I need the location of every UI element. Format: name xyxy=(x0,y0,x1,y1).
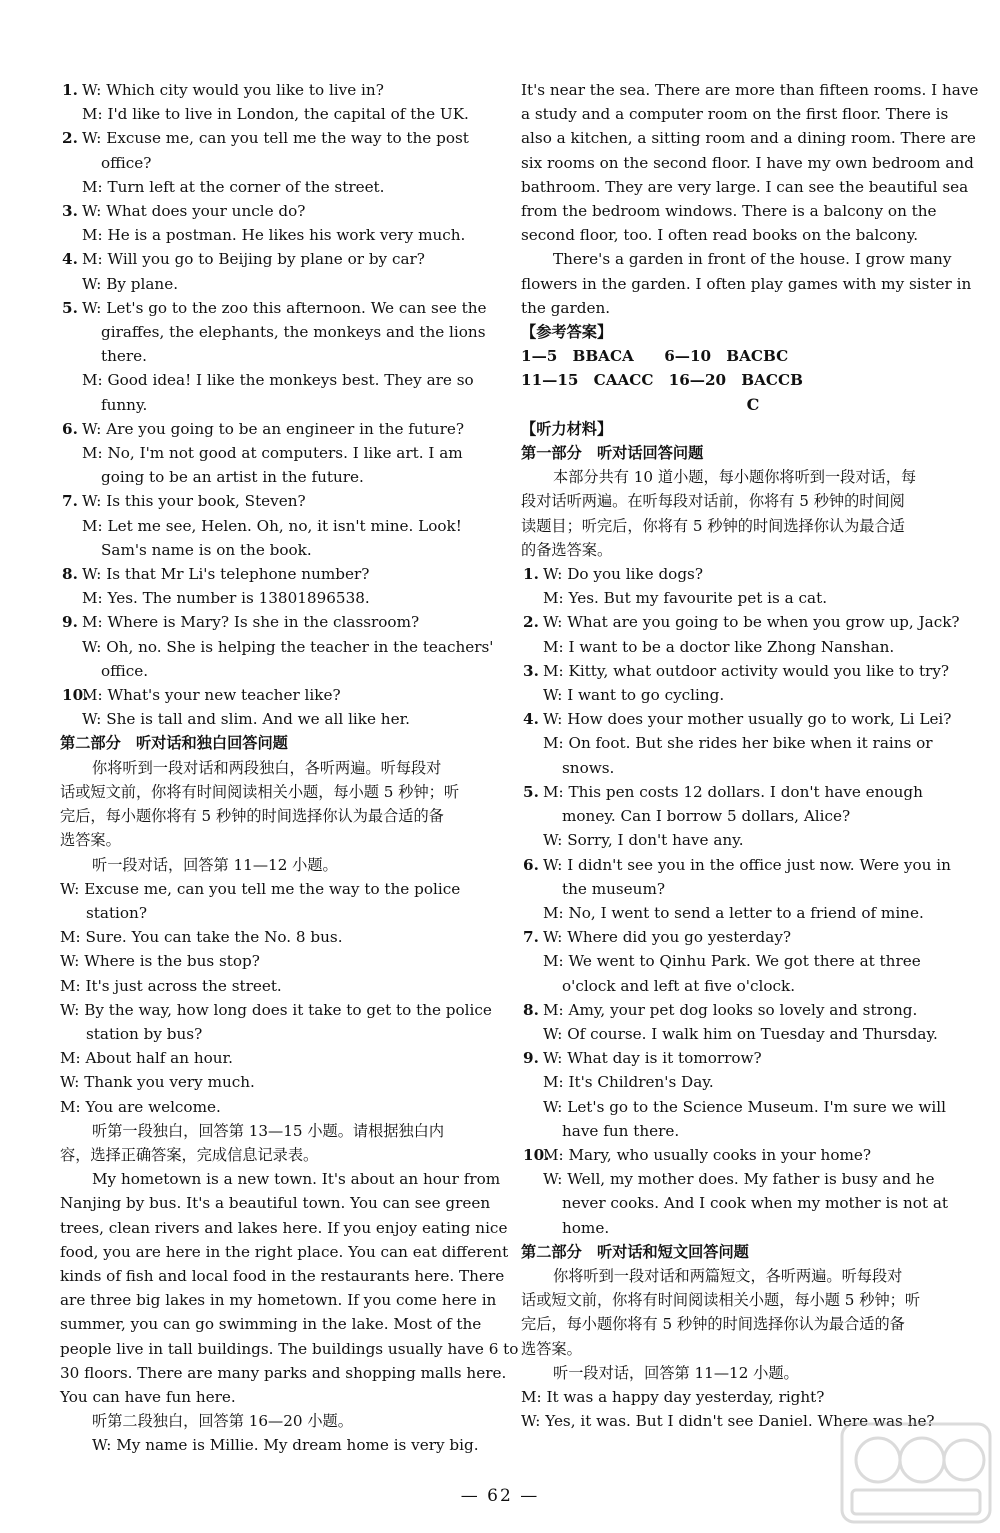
section-heading-text: 第二部分 听对话和短文回答问题 xyxy=(521,1242,749,1261)
dialogue-line xyxy=(521,562,945,586)
item-number: 8. xyxy=(62,565,78,584)
text-line xyxy=(60,1216,508,1240)
dialogue-line xyxy=(521,1022,945,1046)
text-line-content: are three big lakes in my hometown. If you come here in xyxy=(60,1291,497,1310)
dialogue-text: W: She is tall and slim. And we all like her. xyxy=(82,710,410,729)
dialogue-line xyxy=(60,199,492,223)
dialogue-continuation xyxy=(521,804,945,828)
section-heading-text: 【听力材料】 xyxy=(521,419,613,438)
text-line-content: people live in tall buildings. The buildings usually have 6 to xyxy=(60,1339,519,1358)
dialogue-continuation xyxy=(60,901,492,925)
paragraph-line xyxy=(60,853,492,877)
answer-row xyxy=(521,344,945,368)
text-line-content: 的备选答案。 xyxy=(521,540,613,559)
text-line xyxy=(521,151,974,175)
section-heading-text: 【参考答案】 xyxy=(521,323,613,342)
item-number: 9. xyxy=(523,1049,539,1068)
text-line-content: second floor, too. I often read books on the balcony. xyxy=(521,226,919,245)
text-line xyxy=(60,1361,507,1385)
dialogue-text: M: On foot. But she rides her bike when it rains or xyxy=(543,734,933,753)
dialogue-text: Sam's name is on the book. xyxy=(101,540,312,559)
dialogue-line xyxy=(60,562,492,586)
dialogue-text: W: Of course. I walk him on Tuesday and Thursday. xyxy=(543,1024,938,1043)
text-line xyxy=(60,974,492,998)
dialogue-line xyxy=(521,1095,945,1119)
text-line-content: six rooms on the second floor. I have my own bedroom and xyxy=(521,153,974,172)
item-number: 9. xyxy=(62,613,78,632)
text-line xyxy=(60,1312,492,1336)
text-line-content: M: Sure. You can take the No. 8 bus. xyxy=(60,928,343,947)
item-number: 7. xyxy=(523,928,539,947)
dialogue-text: snows. xyxy=(562,758,615,777)
dialogue-line xyxy=(521,901,945,925)
text-line xyxy=(60,1095,492,1119)
paragraph-text: There's a garden in front of the house. I grow many xyxy=(553,250,952,269)
text-line xyxy=(521,175,969,199)
item-number: 4. xyxy=(62,250,78,269)
dialogue-line xyxy=(60,635,492,659)
text-line xyxy=(60,1046,492,1070)
item-number: 5. xyxy=(62,298,78,317)
paragraph-text: 你将听到一段对话和两篇短文，各听两遍。听每段对 xyxy=(553,1266,903,1285)
dialogue-text: M: This pen costs 12 dollars. I don't have enough xyxy=(543,782,923,801)
text-line xyxy=(60,1288,497,1312)
dialogue-text: M: Mary, who usually cooks in your home? xyxy=(543,1145,871,1164)
dialogue-line xyxy=(521,586,945,610)
item-number: 5. xyxy=(523,782,539,801)
text-line-content: kinds of fish and local food in the restaurants here. There xyxy=(60,1266,505,1285)
item-number: 3. xyxy=(523,661,539,680)
text-line xyxy=(521,1312,945,1336)
text-line-content: trees, clean rivers and lakes here. If you enjoy eating nice xyxy=(60,1218,508,1237)
text-line-content: W: Excuse me, can you tell me the way to the police xyxy=(60,879,461,898)
section-heading xyxy=(521,441,945,465)
dialogue-line xyxy=(60,296,492,320)
text-line xyxy=(60,1264,505,1288)
dialogue-line xyxy=(60,610,492,634)
paragraph-line xyxy=(60,1119,492,1143)
dialogue-continuation xyxy=(60,320,492,344)
page-number: — 62 — xyxy=(460,1486,540,1506)
text-line-content: 读题目；听完后，你将有 5 秒钟的时间选择你认为最合适 xyxy=(521,516,905,535)
dialogue-text: station? xyxy=(86,903,147,922)
text-line xyxy=(60,925,492,949)
text-line xyxy=(521,223,945,247)
dialogue-text: W: What are you going to be when you grow up, Jack? xyxy=(543,613,960,632)
text-line xyxy=(60,949,492,973)
dialogue-line xyxy=(521,659,950,683)
text-line-content: food, you are here in the right place. You can eat different xyxy=(60,1242,509,1261)
dialogue-text: M: I want to be a doctor like Zhong Nanshan. xyxy=(543,637,895,656)
text-line xyxy=(60,1070,492,1094)
item-number: 2. xyxy=(523,613,539,632)
dialogue-text: office. xyxy=(101,661,149,680)
paragraph-line xyxy=(60,756,492,780)
dialogue-text: going to be an artist in the future. xyxy=(101,468,364,487)
dialogue-text: W: Do you like dogs? xyxy=(543,565,703,584)
dialogue-text: M: Good idea! I like the monkeys best. They are so xyxy=(82,371,474,390)
text-line-content: 话或短文前，你将有时间阅读相关小题，每小题 5 秒钟；听 xyxy=(521,1291,921,1310)
text-line-content: summer, you can go swimming in the lake. Most of the xyxy=(60,1315,482,1334)
dialogue-text: W: Sorry, I don't have any. xyxy=(543,831,744,850)
dialogue-line xyxy=(521,780,945,804)
dialogue-line xyxy=(521,998,945,1022)
text-line xyxy=(60,877,492,901)
text-line-content: Nanjing by bus. It's a beautiful town. You can see green xyxy=(60,1194,491,1213)
section-letter-text: C xyxy=(746,394,760,414)
text-line xyxy=(60,804,492,828)
text-line xyxy=(521,514,945,538)
text-line-content: 容，选择正确答案，完成信息记录表。 xyxy=(60,1145,319,1164)
paragraph-text: My hometown is a new town. It's about an hour from xyxy=(92,1170,501,1189)
dialogue-text: M: Amy, your pet dog looks so lovely and strong. xyxy=(543,1000,918,1019)
text-line-content: M: It was a happy day yesterday, right? xyxy=(521,1387,825,1406)
dialogue-text: W: Are you going to be an engineer in the future? xyxy=(82,419,464,438)
dialogue-continuation xyxy=(60,538,492,562)
text-line xyxy=(60,828,492,852)
text-line-content: M: It's just across the street. xyxy=(60,976,282,995)
paragraph-text: 听第二段独白，回答第 16—20 小题。 xyxy=(92,1412,353,1431)
text-line-content: W: Yes, it was. But I didn't see Daniel. Where was he? xyxy=(521,1412,935,1431)
dialogue-text: the museum? xyxy=(562,879,665,898)
dialogue-text: W: Where did you go yesterday? xyxy=(543,928,792,947)
text-line xyxy=(60,1143,492,1167)
dialogue-text: W: Is that Mr Li's telephone number? xyxy=(82,565,370,584)
text-line-content: bathroom. They are very large. I can see the beautiful sea xyxy=(521,177,969,196)
text-line xyxy=(60,1191,492,1215)
text-line xyxy=(521,199,945,223)
text-line xyxy=(521,296,945,320)
paragraph-text: 你将听到一段对话和两段独白，各听两遍。听每段对 xyxy=(92,758,442,777)
dialogue-text: W: I didn't see you in the office just now. Were you in xyxy=(543,855,951,874)
dialogue-text: W: Oh, no. She is helping the teacher in the teachers' xyxy=(82,637,494,656)
dialogue-line xyxy=(60,586,492,610)
dialogue-line xyxy=(521,610,960,634)
item-number: 10. xyxy=(62,686,89,705)
dialogue-line xyxy=(60,272,492,296)
text-line-content: 段对话听两遍。在听每段对话前，你将有 5 秒钟的时间阅 xyxy=(521,492,905,511)
item-number: 1. xyxy=(523,565,539,584)
dialogue-text: M: He is a postman. He likes his work very much. xyxy=(82,226,466,245)
text-line-content: from the bedroom windows. There is a balcony on the xyxy=(521,202,937,221)
dialogue-continuation xyxy=(60,393,492,417)
dialogue-line xyxy=(60,223,492,247)
dialogue-continuation xyxy=(521,1191,949,1215)
dialogue-text: W: Excuse me, can you tell me the way to the post xyxy=(82,129,469,148)
section-heading xyxy=(521,417,945,441)
text-line-content: 完后，每小题你将有 5 秒钟的时间选择你认为最合适的备 xyxy=(60,807,444,826)
text-line xyxy=(60,1240,509,1264)
right-column xyxy=(521,78,979,1433)
dialogue-line xyxy=(60,417,492,441)
paragraph-line xyxy=(60,1409,492,1433)
text-line xyxy=(60,780,492,804)
text-line-content: 选答案。 xyxy=(521,1339,582,1358)
text-line-content: 话或短文前，你将有时间阅读相关小题，每小题 5 秒钟；听 xyxy=(60,782,460,801)
dialogue-continuation xyxy=(60,151,492,175)
dialogue-text: office? xyxy=(101,153,152,172)
text-line xyxy=(60,1337,519,1361)
item-number: 10. xyxy=(523,1145,550,1164)
paragraph-text: 听一段对话，回答第 11—12 小题。 xyxy=(92,855,338,874)
dialogue-line xyxy=(521,828,945,852)
dialogue-continuation xyxy=(521,877,945,901)
dialogue-text: W: How does your mother usually go to work, Li Lei? xyxy=(543,710,952,729)
paragraph-text: 听第一段独白，回答第 13—15 小题。请根据独白内 xyxy=(92,1121,445,1140)
text-line-content: W: Where is the bus stop? xyxy=(60,952,260,971)
dialogue-text: W: Is this your book, Steven? xyxy=(82,492,306,511)
dialogue-line xyxy=(521,731,945,755)
dialogue-text: M: It's Children's Day. xyxy=(543,1073,714,1092)
dialogue-text: W: By plane. xyxy=(82,274,179,293)
text-line xyxy=(521,1337,945,1361)
dialogue-text: M: Turn left at the corner of the street. xyxy=(82,177,385,196)
dialogue-line xyxy=(60,102,492,126)
text-line-content: 完后，每小题你将有 5 秒钟的时间选择你认为最合适的备 xyxy=(521,1315,905,1334)
section-heading xyxy=(521,1240,945,1264)
dialogue-text: o'clock and left at five o'clock. xyxy=(562,976,796,995)
text-line xyxy=(521,1385,945,1409)
section-letter xyxy=(521,393,945,417)
dialogue-text: funny. xyxy=(101,395,148,414)
dialogue-line xyxy=(521,635,945,659)
dialogue-text: W: Let's go to the Science Museum. I'm sure we will xyxy=(543,1097,946,1116)
item-number: 8. xyxy=(523,1000,539,1019)
dialogue-continuation xyxy=(60,659,492,683)
dialogue-line xyxy=(60,489,492,513)
dialogue-line xyxy=(60,514,492,538)
dialogue-line xyxy=(521,707,952,731)
dialogue-text: giraffes, the elephants, the monkeys and the lions xyxy=(101,323,486,342)
watermark-logo-icon xyxy=(838,1420,994,1526)
dialogue-continuation xyxy=(521,756,945,780)
dialogue-line xyxy=(521,1143,945,1167)
answer-text: 11—15 CAACC 16—20 BACCB xyxy=(521,371,803,390)
dialogue-line xyxy=(521,949,945,973)
item-number: 6. xyxy=(523,855,539,874)
dialogue-line xyxy=(521,1070,945,1094)
dialogue-line xyxy=(60,78,492,102)
text-line xyxy=(60,998,492,1022)
text-line xyxy=(521,272,972,296)
dialogue-continuation xyxy=(60,465,492,489)
dialogue-text: M: What's your new teacher like? xyxy=(82,686,341,705)
section-heading-text: 第二部分 听对话和独白回答问题 xyxy=(60,734,288,753)
dialogue-text: W: Let's go to the zoo this afternoon. We can see the xyxy=(82,298,487,317)
paragraph-line xyxy=(60,1167,501,1191)
dialogue-line xyxy=(60,683,492,707)
dialogue-continuation xyxy=(521,1119,945,1143)
text-line-content: a study and a computer room on the first floor. There is xyxy=(521,105,949,124)
text-line xyxy=(521,102,949,126)
dialogue-line xyxy=(521,1167,945,1191)
dialogue-line xyxy=(60,368,492,392)
section-heading xyxy=(521,320,945,344)
dialogue-line xyxy=(521,683,945,707)
paragraph-line xyxy=(60,1433,492,1457)
dialogue-line xyxy=(521,853,951,877)
dialogue-text: W: What does your uncle do? xyxy=(82,202,306,221)
text-line-content: You can have fun here. xyxy=(60,1387,236,1406)
answer-row xyxy=(521,368,945,392)
text-line-content: W: By the way, how long does it take to get to the police xyxy=(60,1000,492,1019)
dialogue-text: M: I'd like to live in London, the capital of the UK. xyxy=(82,105,469,124)
dialogue-text: M: No, I went to send a letter to a friend of mine. xyxy=(543,903,924,922)
dialogue-line xyxy=(60,126,492,150)
dialogue-text: M: Let me see, Helen. Oh, no, it isn't mine. Look! xyxy=(82,516,462,535)
paragraph-line xyxy=(521,465,945,489)
dialogue-text: M: We went to Qinhu Park. We got there at three xyxy=(543,952,921,971)
section-heading-text: 第一部分 听对话回答问题 xyxy=(521,444,704,463)
text-line xyxy=(521,78,979,102)
dialogue-text: W: What day is it tomorrow? xyxy=(543,1049,762,1068)
paragraph-line xyxy=(521,1264,945,1288)
dialogue-text: home. xyxy=(562,1218,610,1237)
text-line-content: M: About half an hour. xyxy=(60,1049,233,1068)
dialogue-line xyxy=(60,441,492,465)
text-line-content: the garden. xyxy=(521,298,611,317)
item-number: 6. xyxy=(62,419,78,438)
text-line-content: also a kitchen, a sitting room and a dining room. There are xyxy=(521,129,976,148)
item-number: 4. xyxy=(523,710,539,729)
dialogue-continuation xyxy=(521,974,945,998)
item-number: 1. xyxy=(62,81,78,99)
dialogue-line xyxy=(521,1046,945,1070)
text-line-content: W: Thank you very much. xyxy=(60,1073,255,1092)
dialogue-text: station by bus? xyxy=(86,1024,203,1043)
text-line xyxy=(521,1288,945,1312)
left-column xyxy=(60,78,519,1458)
dialogue-text: money. Can I borrow 5 dollars, Alice? xyxy=(562,807,851,826)
paragraph-line xyxy=(521,1361,945,1385)
dialogue-text: never cooks. And I cook when my mother is not at xyxy=(562,1194,949,1213)
paragraph-line xyxy=(521,247,952,271)
paragraph-text: 本部分共有 10 道小题，每小题你将听到一段对话，每 xyxy=(553,468,917,487)
item-number: 7. xyxy=(62,492,78,511)
dialogue-line xyxy=(521,925,945,949)
dialogue-line xyxy=(60,175,492,199)
text-line-content: 选答案。 xyxy=(60,831,121,850)
text-line xyxy=(60,1385,492,1409)
answer-text: 1—5 BBACA 6—10 BACBC xyxy=(521,347,789,366)
text-line xyxy=(521,126,976,150)
item-number: 3. xyxy=(62,202,78,221)
dialogue-text: W: Which city would you like to live in? xyxy=(82,81,384,99)
dialogue-line xyxy=(60,707,492,731)
dialogue-text: M: Where is Mary? Is she in the classroom? xyxy=(82,613,420,632)
text-line-content: M: You are welcome. xyxy=(60,1097,221,1116)
text-line-content: It's near the sea. There are more than fifteen rooms. I have xyxy=(521,81,979,99)
dialogue-text: M: Yes. But my favourite pet is a cat. xyxy=(543,589,828,608)
dialogue-continuation xyxy=(521,1216,945,1240)
dialogue-text: W: I want to go cycling. xyxy=(543,686,725,705)
text-line-content: 30 floors. There are many parks and shopping malls here. xyxy=(60,1363,507,1382)
text-line xyxy=(521,538,945,562)
dialogue-continuation xyxy=(60,1022,492,1046)
dialogue-text: there. xyxy=(101,347,147,366)
text-line-content: flowers in the garden. I often play games with my sister in xyxy=(521,274,972,293)
item-number: 2. xyxy=(62,129,78,148)
dialogue-continuation xyxy=(60,344,492,368)
dialogue-text: M: Yes. The number is 13801896538. xyxy=(82,589,370,608)
dialogue-text: M: No, I'm not good at computers. I like art. I am xyxy=(82,444,463,463)
dialogue-text: M: Will you go to Beijing by plane or by car? xyxy=(82,250,425,269)
paragraph-text: W: My name is Millie. My dream home is very big. xyxy=(92,1436,479,1455)
dialogue-text: W: Well, my mother does. My father is busy and he xyxy=(543,1170,935,1189)
dialogue-text: have fun there. xyxy=(562,1121,680,1140)
paragraph-text: 听一段对话，回答第 11—12 小题。 xyxy=(553,1363,799,1382)
text-line xyxy=(521,489,945,513)
dialogue-text: M: Kitty, what outdoor activity would you like to try? xyxy=(543,661,950,680)
section-heading xyxy=(60,731,492,755)
dialogue-line xyxy=(60,247,492,271)
